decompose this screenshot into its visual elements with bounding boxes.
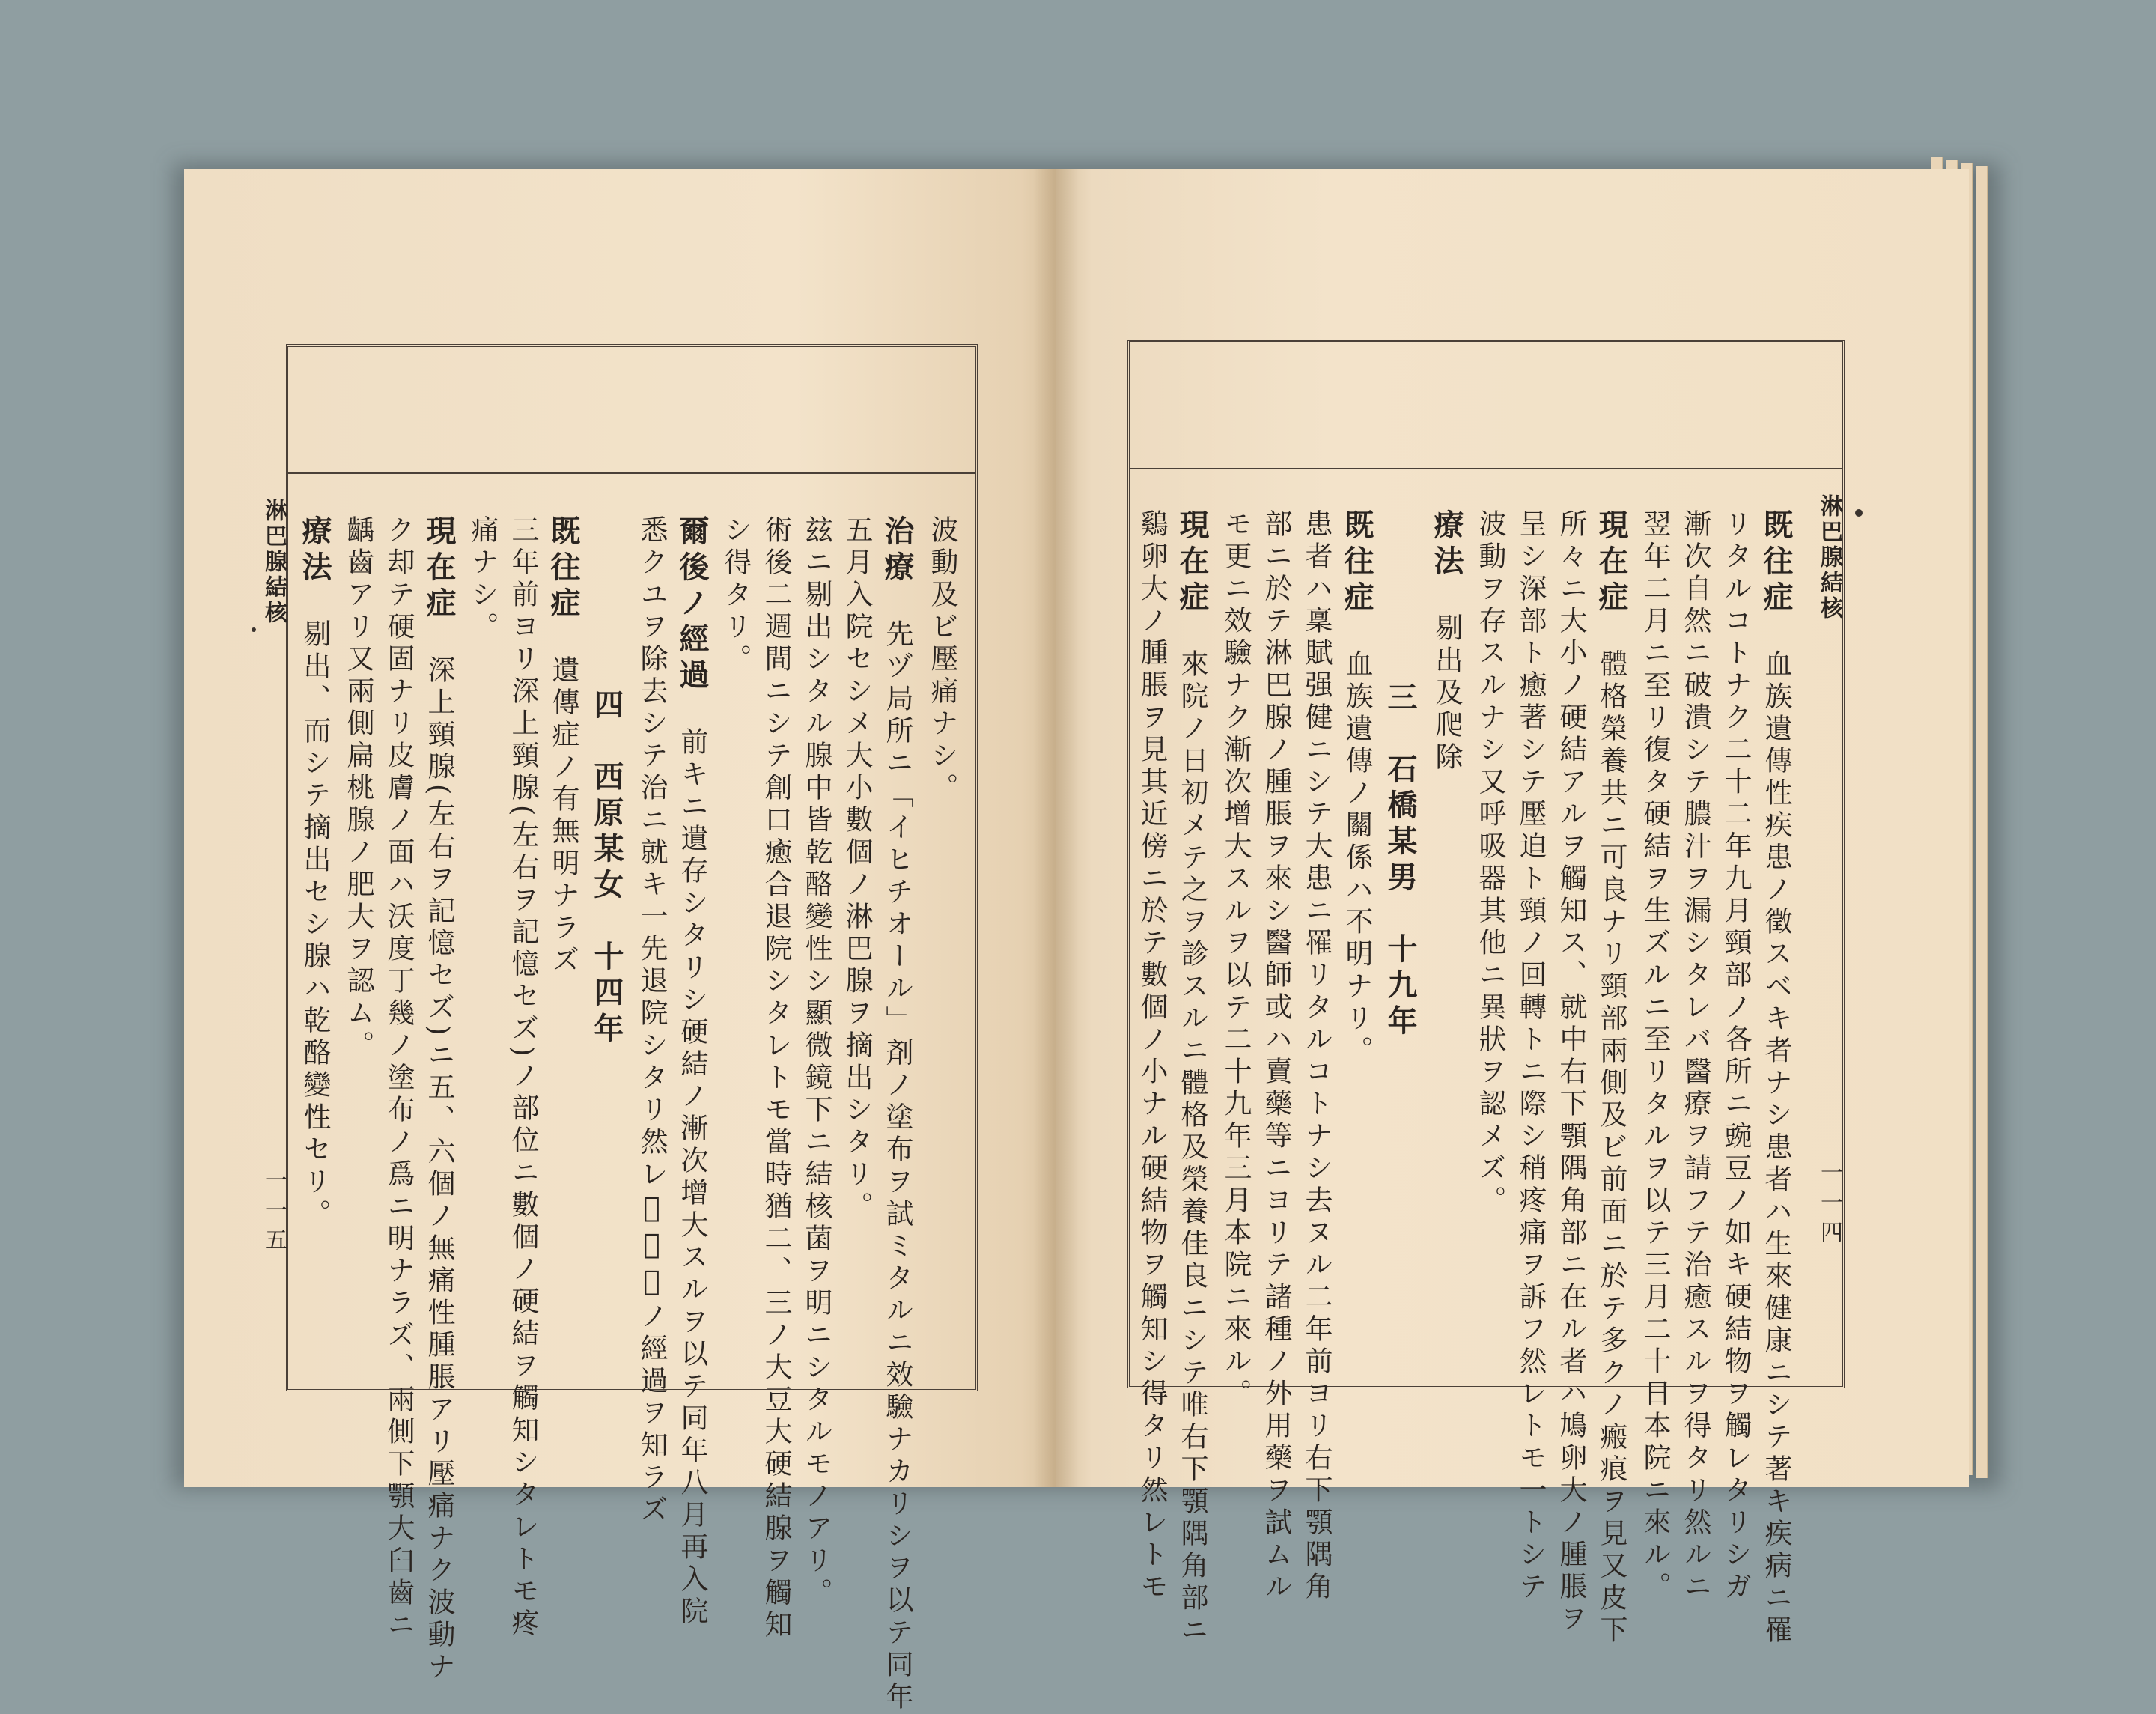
case-heading: 三 石橋某男 十九年 bbox=[1383, 681, 1418, 1041]
text-column: 悉クユヲ除去シテ治ニ就キ一先退院シタリ然レ𪜈其後ノ經過ヲ知ラズ bbox=[636, 515, 668, 1527]
text-column: 波動ヲ存スルナシ又呼吸器其他ニ異狀ヲ認メズ。 bbox=[1474, 509, 1506, 1218]
text-column: 現在症 來院ノ日初メテ之ヲ診スルニ體格及榮養佳良ニシテ唯右下顎隅角部ニ bbox=[1175, 509, 1210, 1647]
text-column: 翌年二月ニ至リ復タ硬結ヲ生ズルニ至リタルヲ以テ三月二十日本院ニ來ル。 bbox=[1639, 509, 1671, 1604]
text-column: 三年前ヨリ深上頸腺(左右ヲ記憶セズ)ノ部位ニ數個ノ硬結ヲ觸知シタレトモ疼 bbox=[507, 515, 539, 1641]
header-rule bbox=[1130, 468, 1842, 469]
text-column: 現在症 體格榮養共ニ可良ナリ頸部兩側及ビ前面ニ於テ多クノ瘢痕ヲ見又皮下 bbox=[1594, 509, 1629, 1647]
text-column: 呈シ深部ト癒著シテ壓迫ト頸ノ回轉トニ際シ稍疼痛ヲ訴フ然レトモ一トシテ bbox=[1514, 509, 1547, 1604]
left-running-title: 淋巴腺結核 bbox=[261, 499, 287, 626]
text-column: 術後二週間ニシテ創口癒合退院シタレトモ當時猶二、三ノ大豆大硬結腺ヲ觸知 bbox=[760, 515, 792, 1642]
text-column: リタルコトナク二十二年九月頸部ノ各所ニ豌豆ノ如キ硬結物ヲ觸レタリシガ bbox=[1720, 509, 1752, 1604]
ink-dot bbox=[1855, 509, 1863, 517]
text-column: シ得タリ。 bbox=[719, 515, 752, 676]
text-column: 療法 剔出、而シテ摘出セシ腺ハ乾酪變性セリ。 bbox=[297, 515, 332, 1231]
text-column: 波動及ビ壓痛ナシ。 bbox=[926, 515, 958, 805]
right-running-title: 淋巴腺結核 bbox=[1816, 494, 1842, 622]
text-column: 痛ナシ。 bbox=[466, 515, 499, 644]
page-edge bbox=[1976, 166, 1988, 1478]
text-column: モ更ニ效驗ナク漸次增大スルヲ以テ二十九年三月本院ニ來ル。 bbox=[1219, 509, 1252, 1411]
text-column: ク却テ硬固ナリ皮膚ノ面ハ沃度丁幾ノ塗布ノ爲ニ明ナラズ、兩側下顎大臼齒ニ bbox=[383, 515, 415, 1642]
text-column: 鷄卵大ノ腫脹ヲ見其近傍ニ於テ數個ノ小ナル硬結物ヲ觸知シ得タリ然レトモ bbox=[1136, 509, 1168, 1604]
left-page-number: 一一五 bbox=[261, 1168, 287, 1258]
text-column: 現在症 深上頸腺(左右ヲ記憶セズ)ニ五、六個ノ無痛性腫脹アリ壓痛ナク波動ナ bbox=[421, 515, 457, 1684]
ink-dot bbox=[252, 627, 256, 632]
header-rule bbox=[288, 472, 975, 474]
book-spine bbox=[1033, 169, 1078, 1487]
text-column: 五月入院セシメ大小數個ノ淋巴腺ヲ摘出シタリ。 bbox=[841, 515, 873, 1224]
text-column: 療法 剔出及爬除 bbox=[1429, 509, 1464, 774]
text-column: 治療 先ヅ局所ニ「イヒチオール」剤ノ塗布ヲ試ミタルニ效驗ナカリシヲ以テ同年 bbox=[880, 515, 915, 1714]
text-column: 既往症 血族遺傳ノ關係ハ不明ナリ。 bbox=[1339, 509, 1374, 1068]
text-column: 既往症 遺傳症ノ有無明ナラズ bbox=[546, 515, 581, 977]
text-column: 爾後ノ經過 前キニ遺存シタリシ硬結ノ漸次增大スルヲ以テ同年八月再入院 bbox=[674, 515, 710, 1629]
text-column: 部ニ於テ淋巴腺ノ腫脹ヲ來シ醫師或ハ賣藥等ニヨリテ諸種ノ外用藥ヲ試ムル bbox=[1260, 509, 1292, 1604]
text-column: 齲齒アリ又兩側扁桃腺ノ肥大ヲ認ム。 bbox=[342, 515, 374, 1063]
text-column: 玆ニ剔出シタル腺中皆乾酪變性シ顯微鏡下ニ結核菌ヲ明ニシタルモノアリ。 bbox=[800, 515, 832, 1610]
case-heading: 四 西原某女 十四年 bbox=[589, 689, 624, 1048]
text-column: 漸次自然ニ破潰シテ膿汁ヲ漏シタレバ醫療ヲ請フテ治癒スルヲ得タリ然ルニ bbox=[1679, 509, 1711, 1604]
right-page-number: 一一四 bbox=[1816, 1161, 1842, 1250]
text-column: 所々ニ大小ノ硬結アルヲ觸知ス、就中右下顎隅角部ニ在ル者ハ鳩卵大ノ腫脹ヲ bbox=[1555, 509, 1587, 1636]
text-column: 患者ハ稟賦强健ニシテ大患ニ罹リタルコトナシ去ヌル二年前ヨリ右下顎隅角 bbox=[1300, 509, 1333, 1604]
text-column: 既往症 血族遺傳性疾患ノ徵スベキ者ナシ患者ハ生來健康ニシテ著キ疾病ニ罹 bbox=[1758, 509, 1794, 1647]
